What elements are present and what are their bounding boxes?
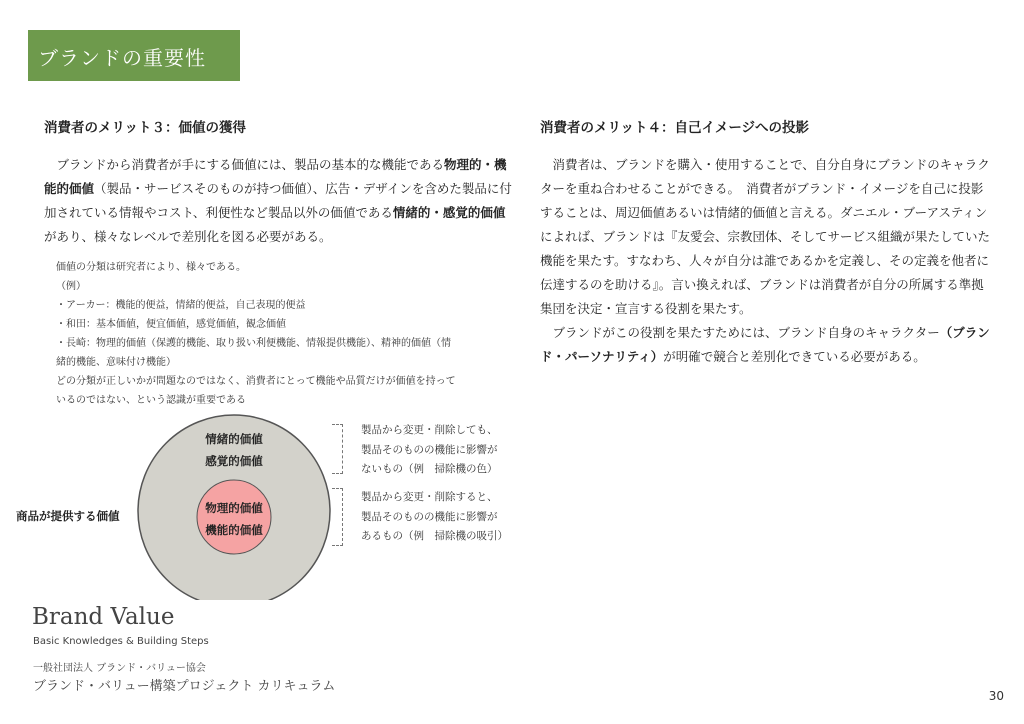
footer-organization: 一般社団法人 ブランド・バリュー協会 bbox=[33, 663, 206, 674]
left-paragraph bbox=[44, 153, 512, 249]
right-heading: 消費者のメリット４：自己イメージへの投影 bbox=[540, 120, 810, 136]
note-line: ・和田：基本価値，便宜価値，感覚価値，観念価値 bbox=[56, 319, 286, 330]
sensory-value-label: 感覚的価値 bbox=[205, 454, 263, 468]
body-text: （製品・サービスそのものが持つ価値）、広告・デザインを含めた製品に付加されている情報やコスト、利便性など製品以外の価値である bbox=[44, 181, 512, 220]
note-line: （例） bbox=[56, 281, 86, 292]
functional-value-label: 機能的価値 bbox=[205, 523, 263, 537]
physical-value-label: 物理的価値 bbox=[205, 501, 263, 515]
brand-personality-text: （ブランド・パーソナリティ） bbox=[540, 325, 990, 364]
note-line: どの分類が正しいかが問題なのではなく、消費者にとって機能や品質だけが価値を持って bbox=[56, 376, 456, 387]
right-paragraph bbox=[540, 153, 990, 369]
emotional-value-label: 情緒的価値 bbox=[205, 432, 263, 446]
footer-subtitle: Basic Knowledges & Building Steps bbox=[33, 636, 209, 647]
product-value-label: 商品が提供する価値 bbox=[16, 509, 120, 523]
note-line: ・アーカー：機能的便益，情緒的便益，自己表現的便益 bbox=[56, 300, 306, 311]
note-line: 価値の分類は研究者により、様々である。 bbox=[56, 262, 246, 273]
outer-circle-label bbox=[184, 428, 284, 472]
value-classification-notes bbox=[56, 258, 516, 410]
bottom-bracket bbox=[332, 488, 343, 546]
note-bottom: 製品から変更・削除すると、 製品そのものの機能に影響が あるもの（例 掃除機の吸引） bbox=[361, 491, 508, 542]
left-paragraph-text bbox=[44, 153, 512, 249]
section-title: ブランドの重要性 bbox=[38, 46, 206, 70]
top-bracket bbox=[332, 424, 343, 474]
body-text: ブランドから消費者が手にする価値には、製品の基本的な機能である bbox=[56, 157, 445, 172]
page-number: 30 bbox=[988, 689, 1004, 703]
section-title-bar bbox=[28, 30, 240, 81]
inner-circle-label bbox=[184, 497, 284, 541]
emphasis-text: 情緒的・感覚的価値 bbox=[392, 205, 506, 220]
footer-brand-title: Brand Value bbox=[32, 604, 175, 630]
body-text: があり、様々なレベルで差別化を図る必要がある。 bbox=[44, 229, 332, 244]
left-heading: 消費者のメリット３：価値の獲得 bbox=[44, 120, 246, 136]
note-line: いるのではない、という認識が重要である bbox=[56, 395, 246, 406]
right-paragraph-2: ブランドがこの役割を果たすためには、ブランド自身のキャラクター（ブランド・パーソナリティ）が明確で競合と差別化できている必要がある。 bbox=[540, 325, 990, 364]
emphasis-text: 物理的・機能的価値 bbox=[44, 157, 507, 196]
note-line: ・長崎：物理的価値（保護的機能、取り扱い利便機能、情報提供機能）、精神的価値（情 bbox=[56, 338, 451, 349]
footer-project: ブランド・バリュー構築プロジェクト カリキュラム bbox=[33, 679, 336, 694]
note-line: 緒的機能、意味付け機能） bbox=[56, 357, 176, 368]
right-paragraph-1: 消費者は、ブランドを購入・使用することで、自分自身にブランドのキャラクターを重ね合わせることができる。 消費者がブランド・イメージを自己に投影することは、周辺価値あるいは情緒的価値と言える。ダニエル・ブーアスティンによれば、ブランドは『友愛会、宗教団体、そしてサービス組織が果たしていた機能を果たす。すなわち、人々が自分は誰であるかを定義し、その定義を他者に伝達するのを助ける』。言い換えれば、ブランドは消費者が自分の所属する準拠集団を決定・宣言する役割を果たす。 bbox=[540, 157, 991, 316]
note-top: 製品から変更・削除しても、 製品そのものの機能に影響が ないもの（例 掃除機の色） bbox=[361, 424, 498, 475]
